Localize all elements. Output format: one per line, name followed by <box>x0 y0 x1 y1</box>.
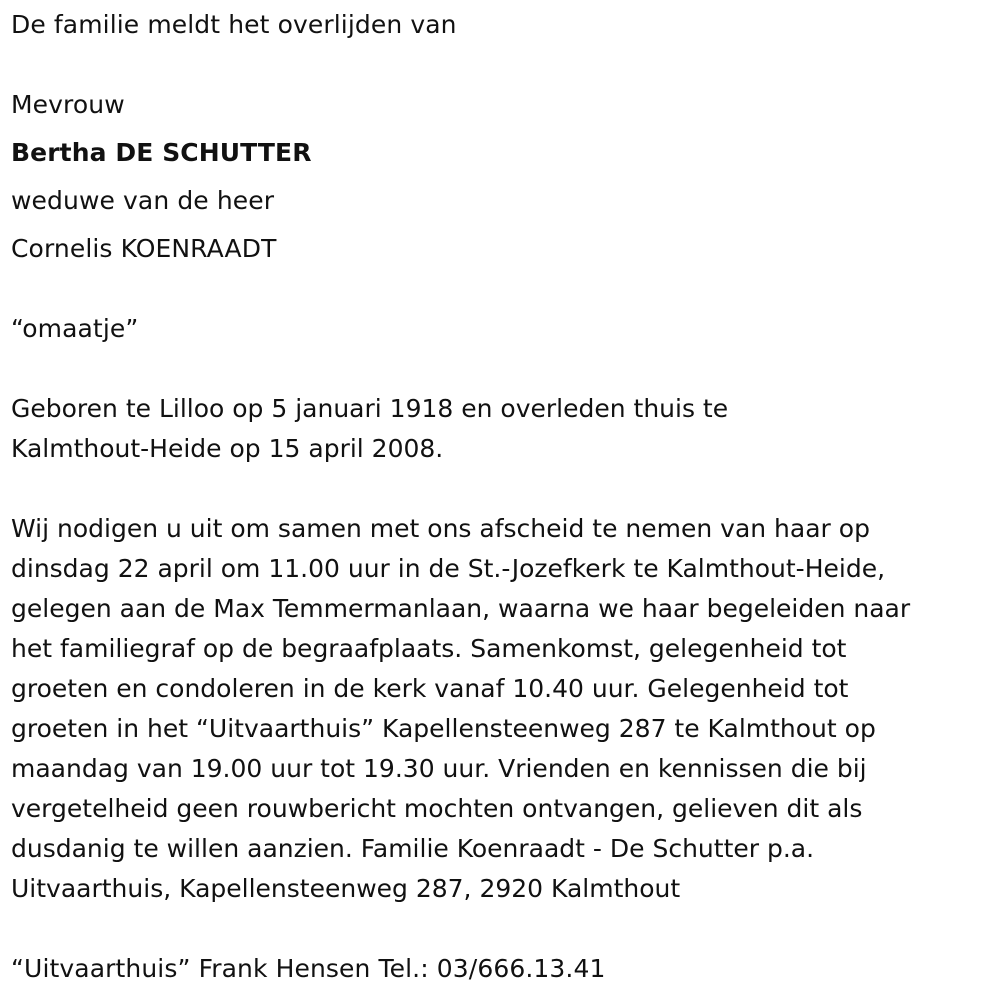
spouse-name: Cornelis KOENRAADT <box>11 234 277 263</box>
paragraph-line: vergetelheid geen rouwbericht mochten ontvangen, gelieven dit als <box>11 794 863 823</box>
birth-death-paragraph <box>11 389 986 469</box>
invitation-paragraph <box>11 509 986 909</box>
intro-text: De familie meldt het overlijden van <box>11 10 457 39</box>
deceased-name: Bertha DE SCHUTTER <box>11 138 312 167</box>
paragraph-line: Wij nodigen u uit om samen met ons afscheid te nemen van haar op <box>11 514 870 543</box>
paragraph-line: maandag van 19.00 uur tot 19.30 uur. Vrienden en kennissen die bij <box>11 754 867 783</box>
nickname: “omaatje” <box>11 314 139 343</box>
paragraph-line: Uitvaarthuis, Kapellensteenweg 287, 2920 Kalmthout <box>11 874 681 903</box>
paragraph-line: Geboren te Lilloo op 5 januari 1918 en overleden thuis te <box>11 394 729 423</box>
paragraph-line: groeten in het “Uitvaarthuis” Kapellensteenweg 287 te Kalmthout op <box>11 714 876 743</box>
salutation: Mevrouw <box>11 90 125 119</box>
relation-text: weduwe van de heer <box>11 186 275 215</box>
paragraph-line: het familiegraf op de begraafplaats. Samenkomst, gelegenheid tot <box>11 634 847 663</box>
paragraph-line: dinsdag 22 april om 11.00 uur in de St.-Jozefkerk te Kalmthout-Heide, <box>11 554 886 583</box>
paragraph-line: groeten en condoleren in de kerk vanaf 10.40 uur. Gelegenheid tot <box>11 674 849 703</box>
paragraph-line: dusdanig te willen aanzien. Familie Koenraadt - De Schutter p.a. <box>11 834 815 863</box>
paragraph-line: Kalmthout-Heide op 15 april 2008. <box>11 434 444 463</box>
funeral-home-contact: “Uitvaarthuis” Frank Hensen Tel.: 03/666.13.41 <box>11 954 606 983</box>
paragraph-line: gelegen aan de Max Temmermanlaan, waarna we haar begeleiden naar <box>11 594 911 623</box>
